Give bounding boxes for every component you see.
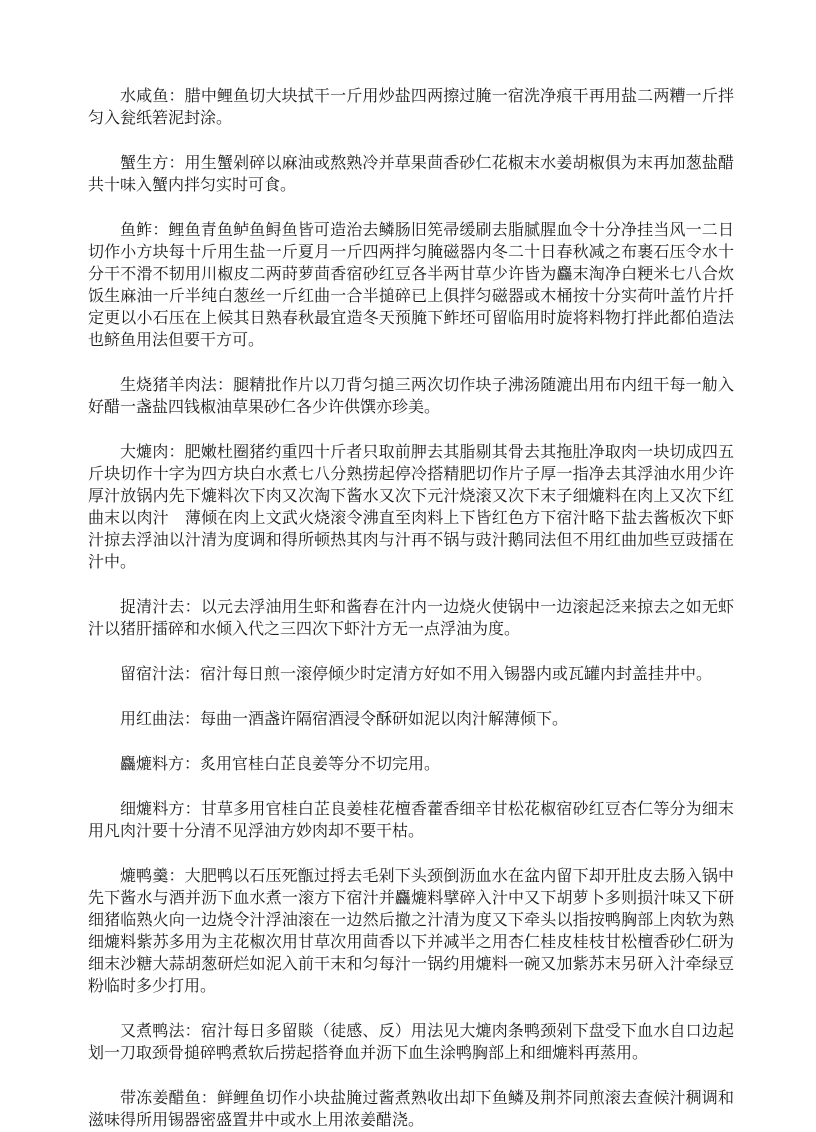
recipe-body: 宿汁每日煎一滚停倾少时定清方好如不用入锡器内或瓦罐内封盖挂井中。 — [200, 666, 713, 683]
recipe-paragraph-shengshaozhuyangroufa — [88, 375, 734, 419]
recipe-title: 捉清汁去： — [120, 599, 201, 616]
recipe-body: 腊中鲤鱼切大块拭干一斤用炒盐四两擦过腌一宿洗净痕干再用盐二两糟一斤拌匀入瓮纸箬泥封涂。 — [88, 88, 734, 127]
recipe-paragraph-yuzha — [88, 220, 734, 352]
recipe-paragraph-yonghongqufa — [88, 709, 734, 731]
recipe-paragraph-xiluliaofang — [88, 799, 734, 843]
recipe-title: 水咸鱼： — [120, 88, 185, 105]
recipe-paragraph-zhuoqingzhiqu — [88, 597, 734, 641]
recipe-title: 熝鸭羹： — [120, 868, 185, 885]
recipe-title: 大熝肉： — [120, 444, 185, 461]
recipe-body: 大肥鸭以石压死甑过捋去毛剁下头颈倒沥血水在盆内留下却开肚皮去肠入锅中先下酱水与酒并沥下血水煮一滚方下宿汁并麤熝料擘碎入汁中又下胡萝卜多则损汁味又下研细猪临熟火向一边烧令汁浮油滚在一边然后撤之汁清为度又下牵头以指按鸭胸部上肉软为熟细熝料紫苏多用为主花椒次用甘草次用茴香以下并减半之用杏仁桂皮桂枝甘松檀香砂仁研为细末沙糖大蒜胡葱研烂如泥入前干末和匀每汁一锅约用熝料一碗又加紫苏末另研入汁牵绿豆粉临时多少打用。 — [88, 868, 734, 995]
recipe-body: 用生蟹剁碎以麻油或熬熟冷并草果茴香砂仁花椒末水姜胡椒俱为末再加葱盐醋共十味入蟹内拌匀实时可食。 — [88, 155, 734, 194]
recipe-paragraph-shuixianyu — [88, 86, 734, 130]
recipe-paragraph-xieshengfang — [88, 153, 734, 197]
recipe-paragraph-dalurou — [88, 442, 734, 574]
recipe-body: 肥嫩杜圈猪约重四十斤者只取前胛去其脂剔其骨去其拖肚净取肉一块切成四五斤块切作十字为四方块白水煮七八分熟捞起停冷搭精肥切作片子厚一指净去其浮油水用少许厚汁放锅内先下熝料次下肉又次淘下酱水又次下元汁烧滚又次下末子细熝料在肉上又次下红曲末以肉汁 薄倾在肉上文武火烧滚令沸直至肉料上下皆红色方下宿汁略下盐去酱板次下虾汁掠去浮油以汁清为度调和得所顿热其肉与汁再不锅与豉汁鹅同法但不用红曲加些豆豉擂在汁中。 — [88, 444, 734, 571]
recipe-body: 腿精批作片以刀背匀搥三两次切作块子沸汤随漉出用布内纽干每一觔入好醋一盏盐四钱椒油草果砂仁各少许供馔亦珍美。 — [88, 377, 734, 416]
recipe-paragraph-daidongjiangcuyu — [88, 1088, 734, 1132]
recipe-title: 鱼鲊： — [120, 222, 169, 239]
recipe-body: 宿汁每日多留賧（徒感、反）用法见大熝肉条鸭颈剁下盘受下血水自口边起划一刀取颈骨搥碎鸭煮软后捞起搭脊血并沥下血生涂鸭胸部上和细熝料再蒸用。 — [88, 1023, 734, 1062]
recipe-paragraph-youzhuyafa — [88, 1021, 734, 1065]
recipe-paragraph-liusuzhifa — [88, 664, 734, 686]
recipe-title: 又煮鸭法： — [120, 1023, 201, 1040]
recipe-body: 以元去浮油用生虾和酱舂在汁内一边烧火使锅中一边滚起泛来掠去之如无虾汁以猪肝擂碎和水倾入代之三四次下虾汁方无一点浮油为度。 — [88, 599, 734, 638]
recipe-title: 带冻姜醋鱼： — [120, 1090, 217, 1107]
recipe-title: 留宿汁法： — [120, 666, 201, 683]
recipe-title: 生烧猪羊肉法： — [120, 377, 234, 394]
recipe-title: 麤熝料方： — [120, 756, 201, 773]
recipe-body: 每曲一酒盏许隔宿酒浸令酥研如泥以肉汁解薄倾下。 — [200, 711, 569, 728]
recipe-paragraph-luyageng — [88, 866, 734, 998]
recipe-title: 细熝料方： — [120, 801, 201, 818]
recipe-body: 鲤鱼青鱼鲈鱼鲟鱼皆可造治去鳞肠旧筅帚缓刷去脂腻腥血令十分净挂当风一二日切作小方块每十斤用生盐一斤夏月一斤四两拌匀腌磁器内冬二十日春秋减之布裹石压令水十分干不滑不韧用川椒皮二两莳萝茴香宿砂红豆各半两甘草少许皆为麤末淘净白粳米七八合炊饭生麻油一斤半纯白葱丝一斤红曲一合半搥碎已上俱拌匀磁器或木桶按十分实荷叶盖竹片扦定更以小石压在上候其日熟春秋最宜造冬天预腌下鲊坯可留临用时旋将料物打拌此都伯造法也鲚鱼用法但要干方可。 — [88, 222, 734, 349]
recipe-title: 用红曲法： — [120, 711, 201, 728]
recipe-body: 炙用官桂白芷良姜等分不切完用。 — [200, 756, 441, 773]
recipe-title: 蟹生方： — [120, 155, 185, 172]
recipe-body: 鲜鲤鱼切作小块盐腌过酱煮熟收出却下鱼鳞及荆芥同煎滚去查候汁稠调和滋味得所用锡器密盛置井中或水上用浓姜醋浇。 — [88, 1090, 734, 1129]
recipe-paragraph-cululiaofang — [88, 754, 734, 776]
recipe-body: 甘草多用官桂白芷良姜桂花檀香藿香细辛甘松花椒宿砂红豆杏仁等分为细末用凡肉汁要十分清不见浮油方妙肉却不要干枯。 — [88, 801, 734, 840]
